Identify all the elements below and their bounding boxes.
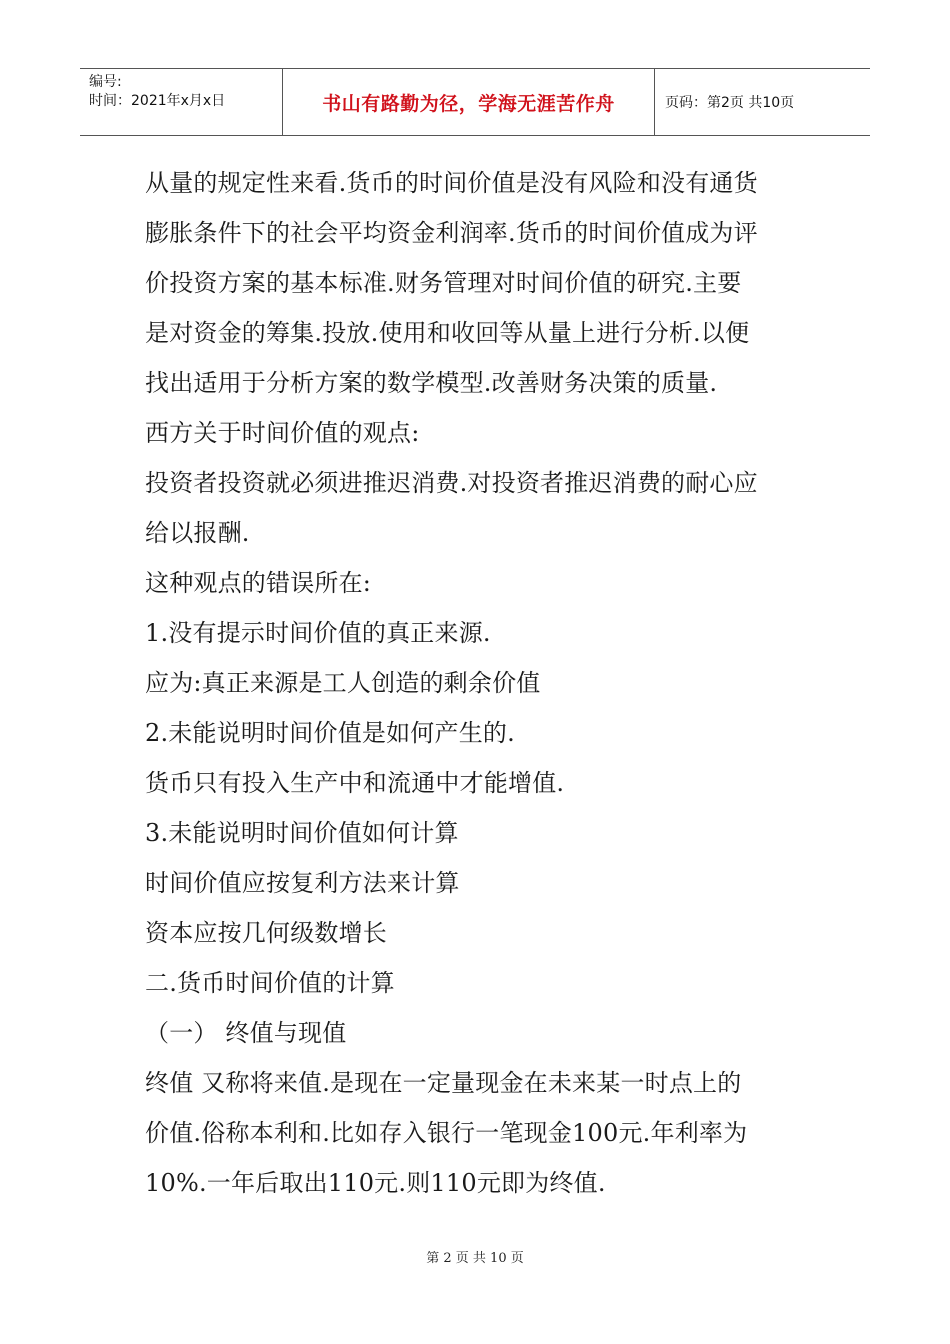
list-item: 3.未能说明时间价值如何计算 [145,819,459,847]
section-heading: 这种观点的错误所在: [145,569,372,597]
body-line: 时间价值应按复利方法来计算 [145,869,460,897]
header-page-info: 页码：第2页 共10页 [665,95,795,111]
body-line: 价投资方案的基本标准.财务管理对时间价值的研究.主要 [145,269,742,297]
body-line: 找出适用于分析方案的数学模型.改善财务决策的质量. [145,369,718,397]
body-line: 应为:真正来源是工人创造的剩余价值 [145,669,541,697]
document-body [145,158,810,1208]
subsection-heading: （一） 终值与现值 [145,1019,347,1047]
header-motto: 书山有路勤为径，学海无涯苦作舟 [283,69,655,135]
section-heading: 二.货币时间价值的计算 [145,969,395,997]
body-line: 10%.一年后取出110元.则110元即为终值. [145,1169,606,1197]
section-heading: 西方关于时间价值的观点: [145,419,420,447]
header-meta-cell [80,69,283,135]
page-footer: 第 2 页 共 10 页 [426,1251,524,1266]
list-item: 1.没有提示时间价值的真正来源. [145,619,491,647]
body-line: 货币只有投入生产中和流通中才能增值. [145,769,565,797]
body-line: 给以报酬. [145,519,250,547]
body-line: 从量的规定性来看.货币的时间价值是没有风险和没有通货 [145,169,758,197]
body-line: 膨胀条件下的社会平均资金利润率.货币的时间价值成为评 [145,219,758,247]
body-line: 价值.俗称本利和.比如存入银行一笔现金100元.年利率为 [145,1119,748,1147]
body-line: 资本应按几何级数增长 [145,919,387,947]
body-line: 是对资金的筹集.投放.使用和收回等从量上进行分析.以便 [145,319,750,347]
body-line: 投资者投资就必须进推迟消费.对投资者推迟消费的耐心应 [145,469,758,497]
body-line: 终值 又称将来值.是现在一定量现金在未来某一时点上的 [145,1069,742,1097]
document-header [80,68,870,136]
list-item: 2.未能说明时间价值是如何产生的. [145,719,515,747]
document-time-label: 时间：2021年x月x日 [89,93,226,109]
document-number-label: 编号: [89,74,122,90]
